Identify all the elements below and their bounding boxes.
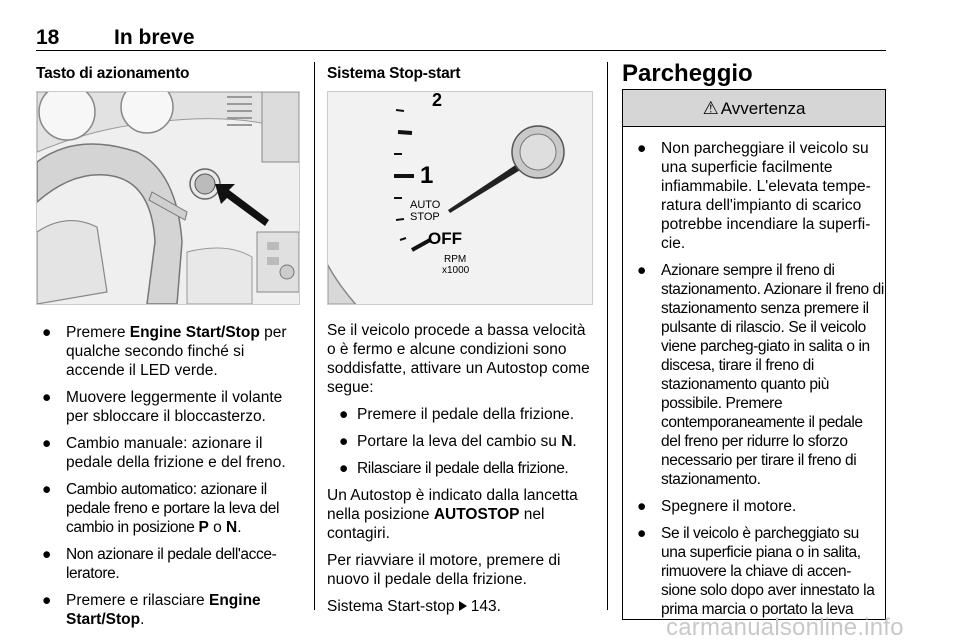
auto-label: AUTO: [410, 199, 441, 211]
column-divider: [607, 62, 608, 610]
bullet: ●: [637, 498, 647, 515]
list-item: ● Se il veicolo è parcheggiato su una superficie piana o in salita, rimuovere la chiave di accen-sione solo dopo aver innestato la prima marcia o portato la leva: [637, 525, 875, 618]
warning-list: [631, 139, 885, 619]
bullet: ●: [42, 546, 52, 563]
bullet: ●: [637, 262, 647, 279]
rpm-mark-1: 1: [420, 162, 434, 189]
autostop-steps-list: [327, 405, 595, 478]
tachometer-illustration: [327, 91, 593, 305]
list-item: ● Spegnere il motore.: [637, 498, 797, 515]
autostop-indicator-paragraph: Un Autostop è indicato dalla lancetta nella posizione AUTOSTOP nel contagiri.: [327, 487, 578, 542]
section-title: Parcheggio: [622, 60, 753, 87]
triangle-right-icon: [459, 601, 467, 611]
bullet: ●: [42, 435, 52, 452]
bullet: ●: [339, 433, 349, 450]
list-item: ● Non azionare il pedale dell'acce-leratore.: [42, 546, 277, 582]
list-item: ● Non parcheggiare il veicolo su una superficie facilmente infiammabile. L'elevata tempe-ratura dell'impianto di scarico potrebbe incendiare la superfi-cie.: [637, 140, 871, 252]
stop-label: STOP: [410, 211, 440, 223]
x1000-label: x1000: [442, 265, 470, 276]
column-divider: [314, 62, 315, 610]
bullet: ●: [42, 324, 52, 341]
section-title: Sistema Stop-start: [327, 65, 461, 82]
off-label: OFF: [428, 229, 462, 248]
watermark: carmanualsonline.info: [666, 614, 904, 641]
restart-paragraph: Per riavviare il motore, premere di nuovo il pedale della frizione.: [327, 552, 561, 588]
bullet: ●: [339, 460, 349, 477]
tachometer-drawing: [328, 92, 592, 304]
list-item: ● Portare la leva del cambio su N.: [339, 433, 577, 450]
list-item: ● Premere e rilasciare Engine Start/Stop.: [42, 592, 261, 628]
list-item: ● Premere Engine Start/Stop per qualche secondo finché si accende il LED verde.: [42, 324, 287, 379]
list-item: ● Premere il pedale della frizione.: [339, 406, 575, 423]
list-item: ● Cambio automatico: azionare il pedale freno e portare la leva del cambio in posizione P o N.: [42, 481, 280, 536]
list-item: ● Cambio manuale: azionare il pedale della frizione e del freno.: [42, 435, 286, 471]
steering-wheel-illustration: [36, 91, 300, 305]
bullet: ●: [339, 406, 349, 423]
column-start-button: [36, 64, 300, 637]
column-parking: [622, 60, 886, 620]
header-rule: [36, 50, 886, 51]
cross-reference[interactable]: Sistema Start-stop 143.: [327, 598, 501, 615]
bullet: ●: [42, 481, 52, 498]
steering-wheel-drawing: [37, 92, 299, 304]
bullet: ●: [637, 140, 647, 157]
start-steps-list: [36, 323, 300, 629]
section-title: Tasto di azionamento: [36, 65, 190, 82]
bullet: ●: [637, 525, 647, 542]
warning-box: [622, 89, 886, 620]
chapter-title: In breve: [114, 26, 195, 49]
bullet: ●: [42, 592, 52, 609]
warning-body: [623, 127, 885, 619]
rpm-label: RPM: [444, 254, 467, 265]
warning-triangle-icon: ⚠: [702, 97, 719, 118]
rpm-mark-2: 2: [432, 92, 443, 110]
page-number: 18: [36, 26, 60, 49]
page-header: [36, 26, 886, 50]
intro-paragraph: Se il veicolo procede a bassa velocità o è fermo e alcune condizioni sono soddisfatte, attivare un Autostop come segue:: [327, 322, 590, 396]
list-item: ● Azionare sempre il freno di stazionamento. Azionare il freno di stazionamento senza premere il pulsante di rilascio. Se il veicolo viene parcheg-giato in salita o in discesa, tirare il freno di stazionamento quanto più possibile. Premere contemporaneamente il pedale del freno per ridurre lo sforzo necessario per tirare il freno di stazionamento.: [637, 262, 884, 488]
warning-header: [623, 90, 885, 127]
list-item: ● Muovere leggermente il volante per sbloccare il bloccasterzo.: [42, 389, 283, 425]
column-stop-start: [327, 64, 595, 624]
warning-title: Avvertenza: [720, 98, 806, 118]
list-item: ● Rilasciare il pedale della frizione.: [339, 460, 569, 477]
bullet: ●: [42, 389, 52, 406]
